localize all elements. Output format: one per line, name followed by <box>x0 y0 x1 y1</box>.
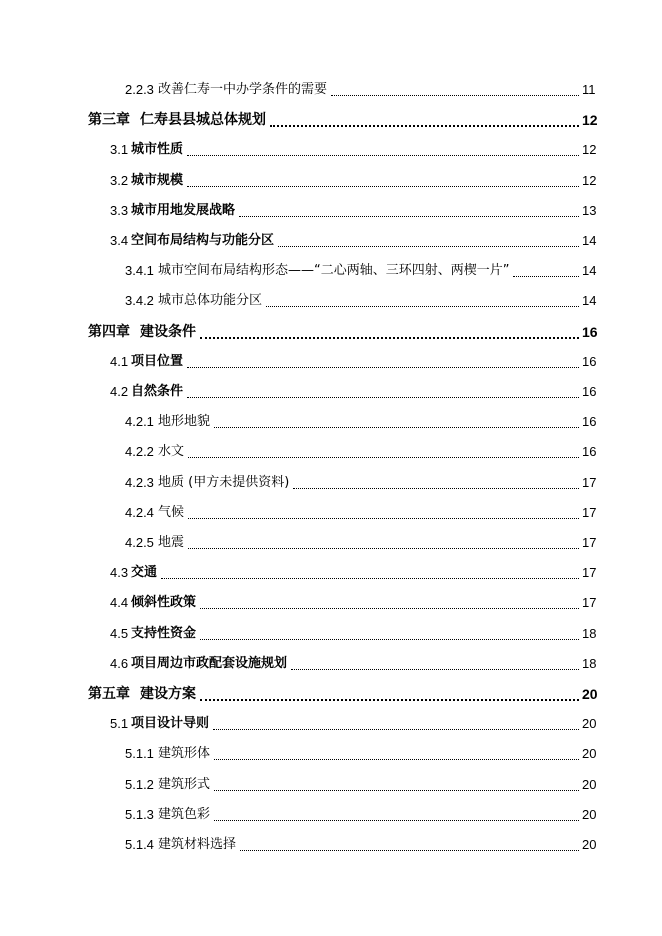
toc-leader-dots <box>331 94 579 96</box>
toc-leader-dots <box>239 215 579 217</box>
toc-entry-title: 自然条件 <box>131 384 184 399</box>
toc-entry-page: 17 <box>582 535 597 550</box>
toc-entry[interactable] <box>0 652 662 676</box>
toc-entry-number: 5.1 <box>110 716 129 732</box>
toc-entry[interactable] <box>0 108 662 132</box>
toc-entry[interactable] <box>0 289 662 313</box>
toc-entry-page: 16 <box>582 353 597 369</box>
toc-entry[interactable] <box>0 350 662 374</box>
toc-entry-number: 4.6 <box>110 655 129 671</box>
toc-entry-title: 城市性质 <box>131 142 184 158</box>
toc-leader-dots <box>200 698 579 701</box>
toc-entry-title: 倾斜性政策 <box>131 595 197 611</box>
toc-entry-number: 4.2 <box>110 384 129 399</box>
toc-entry-number: 4.2.5 <box>125 535 154 550</box>
toc-entry-number: 3.4.1 <box>125 263 154 279</box>
toc-entry-page: 17 <box>582 474 597 490</box>
toc-entry[interactable] <box>0 501 662 525</box>
toc-entry-page: 16 <box>582 384 597 399</box>
toc-entry-number: 4.2.2 <box>125 444 154 460</box>
toc-entry-title: 城市总体功能分区 <box>158 293 263 309</box>
toc-entry-title: 空间布局结构与功能分区 <box>131 233 275 248</box>
toc-leader-dots <box>214 789 579 791</box>
toc-entry-number: 4.2.4 <box>125 504 154 520</box>
toc-entry-page: 20 <box>582 806 597 822</box>
toc-entry[interactable] <box>0 622 662 646</box>
toc-leader-dots <box>188 456 579 458</box>
toc-leader-dots <box>213 728 579 730</box>
toc-leader-dots <box>188 547 579 549</box>
toc-entry[interactable] <box>0 591 662 615</box>
toc-entry[interactable] <box>0 229 662 253</box>
toc-entry-number: 3.4.2 <box>125 293 154 309</box>
toc-entry[interactable] <box>0 199 662 223</box>
toc-entry-page: 20 <box>582 746 597 762</box>
toc-entry-page: 20 <box>582 837 597 852</box>
toc-leader-dots <box>240 849 579 851</box>
toc-entry-title: 气候 <box>158 504 185 520</box>
toc-leader-dots <box>266 305 579 307</box>
toc-entry-title: 项目周边市政配套设施规划 <box>131 655 288 671</box>
toc-entry-page: 16 <box>582 414 597 430</box>
toc-entry-page: 20 <box>582 686 598 702</box>
toc-entry-number: 5.1.4 <box>125 837 154 852</box>
toc-entry-page: 20 <box>582 716 597 732</box>
toc-entry-page: 12 <box>582 172 597 188</box>
toc-entry[interactable] <box>0 531 662 555</box>
toc-entry-number: 4.1 <box>110 353 129 369</box>
toc-entry-number: 4.3 <box>110 565 129 581</box>
toc-entry[interactable] <box>0 471 662 495</box>
toc-entry[interactable] <box>0 320 662 344</box>
toc-leader-dots <box>291 668 579 670</box>
toc-entry[interactable] <box>0 712 662 736</box>
toc-entry[interactable] <box>0 380 662 404</box>
toc-entry-title: 建筑形式 <box>158 776 211 792</box>
toc-entry-title: 建筑形体 <box>158 746 211 762</box>
toc-entry[interactable] <box>0 833 662 857</box>
toc-entry-page: 20 <box>582 776 597 792</box>
toc-leader-dots <box>214 758 579 760</box>
toc-entry-page: 17 <box>582 565 597 581</box>
toc-entry-number: 5.1.1 <box>125 746 154 762</box>
toc-entry-number: 4.2.3 <box>125 474 154 490</box>
toc-entry-title: 项目设计导则 <box>131 716 210 732</box>
toc-entry-title: 地形地貌 <box>158 414 211 430</box>
toc-leader-dots <box>293 487 579 489</box>
toc-entry-page: 17 <box>582 595 597 611</box>
toc-entry-number: 2.2.3 <box>125 82 154 97</box>
toc-entry-title: 城市用地发展战略 <box>131 202 236 218</box>
toc-leader-dots <box>278 245 579 247</box>
toc-entry-title: 项目位置 <box>131 353 184 369</box>
toc-entry-page: 14 <box>582 263 597 279</box>
toc-entry[interactable] <box>0 78 662 102</box>
toc-entry[interactable] <box>0 440 662 464</box>
toc-leader-dots <box>187 185 579 187</box>
toc-leader-dots <box>187 154 579 156</box>
toc-entry[interactable] <box>0 773 662 797</box>
toc-entry-title: 交通 <box>131 565 158 581</box>
toc-entry-page: 13 <box>582 202 597 218</box>
toc-entry-number: 3.4 <box>110 233 129 248</box>
toc-entry[interactable] <box>0 169 662 193</box>
toc-entry-page: 18 <box>582 655 597 671</box>
toc-entry-number: 3.3 <box>110 202 129 218</box>
toc-entry-title: 改善仁寿一中办学条件的需要 <box>158 82 328 97</box>
toc-entry-number: 第四章 <box>88 323 130 340</box>
toc-entry-number: 4.5 <box>110 625 129 641</box>
toc-entry-title: 支持性资金 <box>131 625 197 641</box>
toc-entry[interactable] <box>0 682 662 706</box>
toc-entry-page: 14 <box>582 293 597 309</box>
toc-leader-dots <box>270 124 579 127</box>
toc-entry-number: 第三章 <box>88 112 130 129</box>
toc-entry-title: 地震 <box>158 535 185 550</box>
toc-entry-page: 18 <box>582 625 597 641</box>
toc-entry-title: 地质 (甲方未提供资料) <box>158 474 290 490</box>
toc-entry-number: 第五章 <box>88 686 130 702</box>
toc-entry-number: 5.1.3 <box>125 806 154 822</box>
toc-entry-page: 12 <box>582 112 598 129</box>
toc-entry-page: 16 <box>582 323 598 340</box>
toc-entry-page: 17 <box>582 504 597 520</box>
toc-entry-title: 建筑材料选择 <box>158 837 237 852</box>
toc-leader-dots <box>200 336 579 339</box>
toc-entry-page: 12 <box>582 142 597 158</box>
toc-entry-title: 建设方案 <box>140 686 196 702</box>
toc-entry-number: 3.1 <box>110 142 129 158</box>
toc-entry-number: 3.2 <box>110 172 129 188</box>
toc-entry-title: 仁寿县县城总体规划 <box>140 112 266 129</box>
toc-entry-page: 16 <box>582 444 597 460</box>
toc-entry-title: 水文 <box>158 444 185 460</box>
toc-entry[interactable] <box>0 803 662 827</box>
toc-leader-dots <box>161 577 579 579</box>
toc-entry-title: 城市规模 <box>131 172 184 188</box>
toc-entry-page: 14 <box>582 233 597 248</box>
toc-leader-dots <box>214 426 579 428</box>
toc-entry-title: 城市空间布局结构形态——“二心两轴、三环四射、两楔一片” <box>158 263 510 279</box>
toc-leader-dots <box>214 819 579 821</box>
toc-entry-number: 4.4 <box>110 595 129 611</box>
toc-leader-dots <box>200 607 579 609</box>
toc-leader-dots <box>188 517 579 519</box>
toc-entry[interactable] <box>0 259 662 283</box>
toc-entry-title: 建设条件 <box>140 323 196 340</box>
toc-entry-number: 4.2.1 <box>125 414 154 430</box>
toc-entry[interactable] <box>0 561 662 585</box>
toc-entry-number: 5.1.2 <box>125 776 154 792</box>
toc-leader-dots <box>187 366 579 368</box>
toc-entry[interactable] <box>0 138 662 162</box>
toc-entry[interactable] <box>0 742 662 766</box>
toc-leader-dots <box>200 638 579 640</box>
toc-entry-page: 11 <box>582 82 596 97</box>
toc-entry-title: 建筑色彩 <box>158 806 211 822</box>
toc-leader-dots <box>513 275 579 277</box>
toc-entry[interactable] <box>0 410 662 434</box>
toc-leader-dots <box>187 396 579 398</box>
